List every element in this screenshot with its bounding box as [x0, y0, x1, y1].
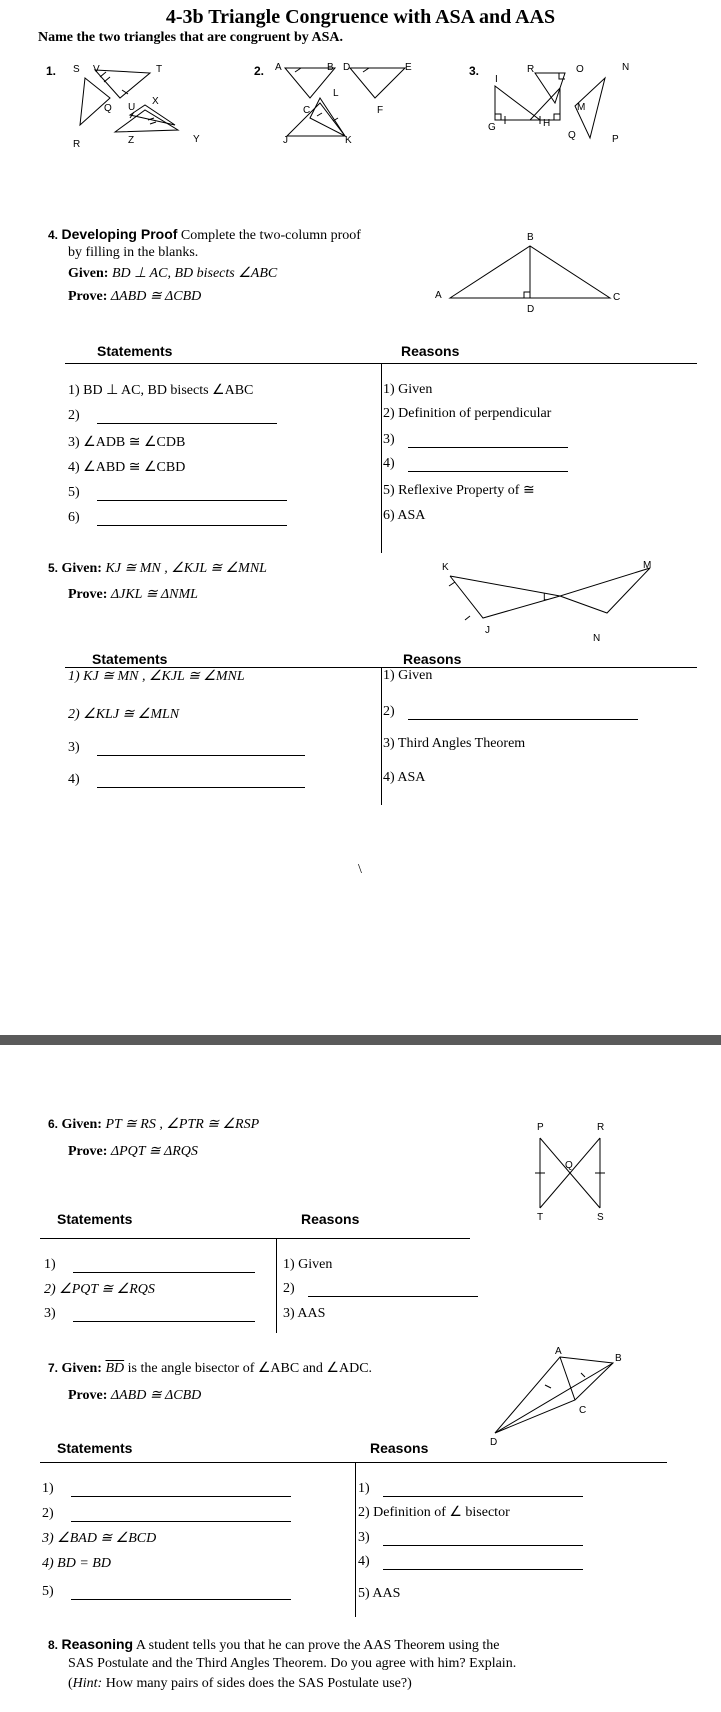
problem-4-prompt [48, 226, 388, 244]
p6-statement-3: 3) [44, 1306, 255, 1322]
problem-4-prove-text: ΔABD ≅ ΔCBD [110, 289, 202, 304]
fig3-label-O: O [576, 64, 584, 75]
fig1-label-S: S [73, 64, 80, 75]
p7-reason-5: 5) AAS [358, 1586, 401, 1601]
p6-reason-2: 2) [283, 1281, 478, 1297]
p4-statement-6-blank[interactable] [97, 511, 287, 526]
p5-statement-3: 3) [68, 740, 305, 756]
page-title: 4-3b Triangle Congruence with ASA and AAS [165, 6, 556, 28]
fig7-label-D: D [490, 1437, 498, 1445]
problem-4-prompt-b: by filling in the blanks. [68, 245, 199, 260]
p4-reason-4: 4) [383, 456, 568, 472]
fig1-label-U: U [128, 102, 136, 113]
fig2-label-B: B [327, 62, 334, 73]
fig2-label-K: K [345, 135, 352, 146]
p4-statement-2: 2) [68, 408, 277, 424]
problem-7-given-segment: $\overline{BD}$ [105, 1361, 125, 1376]
problem-7-table-divider [355, 1462, 356, 1617]
problem-4-statements-header: Statements [97, 343, 173, 359]
p6-statement-1-blank[interactable] [73, 1258, 255, 1273]
problem-6-table-rule [40, 1238, 470, 1239]
p5-reason-2: 2) [383, 704, 638, 720]
p7-statement-1-blank[interactable] [71, 1482, 291, 1497]
fig3-label-I: I [495, 74, 498, 85]
fig6-label-R: R [597, 1122, 605, 1133]
p4-statement-5: 5) [68, 485, 287, 501]
problem-6-given: 6. Given: PT ≅ RS , ∠PTR ≅ ∠RSP [48, 1117, 260, 1132]
fig2-label-J: J [283, 135, 288, 146]
fig5-label-N: N [593, 633, 601, 644]
problem-7-number: 7. [48, 1361, 59, 1375]
fig5-label-L: L [543, 592, 549, 603]
p6-reason-3: 3) AAS [283, 1306, 326, 1321]
fig7-label-A: A [555, 1346, 562, 1357]
fig2-label-F: F [377, 105, 384, 116]
figure-3-triangles [480, 58, 650, 153]
fig6-label-S: S [597, 1212, 604, 1223]
page-separator [0, 1035, 721, 1045]
fig4-label-D: D [527, 304, 535, 313]
p4-reason-1: 1) Given [383, 382, 433, 397]
p7-statement-2: 2) [42, 1506, 291, 1522]
p4-reason-3: 3) [383, 432, 568, 448]
figure-2-triangles [265, 58, 435, 153]
p7-statement-4: 4) BD = BD [42, 1556, 111, 1571]
problem-3-number: 3. [469, 64, 480, 78]
p7-reason-3: 3) [358, 1530, 583, 1546]
p7-statement-5-blank[interactable] [71, 1585, 291, 1600]
p5-statement-3-blank[interactable] [97, 741, 305, 756]
fig2-label-A: A [275, 62, 282, 73]
p7-reason-4: 4) [358, 1554, 583, 1570]
problem-5-number: 5. [48, 561, 59, 575]
p4-reason-4-blank[interactable] [408, 457, 568, 472]
fig7-label-B: B [615, 1353, 622, 1364]
fig1-label-Q: Q [104, 103, 112, 114]
problem-5-table-divider [381, 667, 382, 805]
problem-7-prove-text: ΔABD ≅ ΔCBD [110, 1388, 202, 1403]
problem-1-number: 1. [46, 64, 57, 78]
problem-7-given: 7. Given: $\overline{BD}$ is the angle bisector of ∠ABC and ∠ADC. [48, 1361, 373, 1376]
p6-reason-1: 1) Given [283, 1257, 333, 1272]
problem-5-statements-header: Statements [92, 651, 168, 667]
fig6-label-P: P [537, 1122, 544, 1133]
problem-5-given: 5. Given: KJ ≅ MN , ∠KJL ≅ ∠MNL [48, 561, 267, 576]
fig1-label-Y: Y [193, 134, 200, 145]
problem-5-reasons-header: Reasons [403, 651, 462, 667]
p5-reason-1: 1) Given [383, 668, 433, 683]
problem-7-statements-header: Statements [57, 1440, 133, 1456]
figure-6-triangles [525, 1118, 615, 1223]
fig7-label-C: C [579, 1405, 587, 1416]
p4-reason-2: 2) Definition of perpendicular [383, 406, 552, 421]
problem-4-heading: Developing Proof [61, 226, 178, 242]
fig3-label-R: R [527, 64, 535, 75]
problem-8-heading: Reasoning [61, 1636, 134, 1652]
problem-8-line-1: 8. Reasoning A student tells you that he can prove the AAS Theorem using the [48, 1636, 500, 1653]
p4-statement-1: 1) BD ⊥ AC, BD bisects ∠ABC [68, 383, 254, 398]
fig5-label-K: K [442, 562, 449, 573]
problem-4-prompt-a: Complete the two-column proof [177, 228, 361, 243]
problem-8-line-2: SAS Postulate and the Third Angles Theorem. Do you agree with him? Explain. [68, 1656, 517, 1671]
p6-reason-2-blank[interactable] [308, 1282, 478, 1297]
p6-statement-3-blank[interactable] [73, 1307, 255, 1322]
problem-8-line-3: (Hint: How many pairs of sides does the SAS Postulate use?) [68, 1676, 412, 1691]
problem-6-prove-text: ΔPQT ≅ ΔRQS [110, 1144, 198, 1159]
p7-statement-2-blank[interactable] [71, 1507, 291, 1522]
p7-reason-4-blank[interactable] [383, 1555, 583, 1570]
problem-8-number: 8. [48, 1638, 59, 1652]
fig6-label-T: T [537, 1212, 544, 1223]
fig4-label-A: A [435, 290, 442, 301]
p6-statement-1: 1) [44, 1257, 255, 1273]
problem-4-prove [68, 288, 201, 305]
problem-4-reasons-header: Reasons [401, 343, 460, 359]
p4-reason-6: 6) ASA [383, 508, 426, 523]
fig3-label-G: G [488, 122, 496, 133]
p4-reason-5: 5) Reflexive Property of ≅ [383, 483, 535, 498]
problem-4-given [68, 265, 277, 282]
p5-statement-4-blank[interactable] [97, 773, 305, 788]
p7-reason-3-blank[interactable] [383, 1531, 583, 1546]
fig1-label-Z: Z [128, 135, 135, 146]
fig2-label-D: D [343, 62, 351, 73]
problem-2-number: 2. [254, 64, 265, 78]
problem-7-given-text: is the angle bisector of ∠ABC and ∠ADC. [124, 1361, 373, 1376]
p4-statement-3: 3) ∠ADB ≅ ∠CDB [68, 435, 186, 450]
problem-5-given-text: KJ ≅ MN , ∠KJL ≅ ∠MNL [105, 561, 267, 576]
fig4-label-B: B [527, 232, 534, 243]
fig5-label-M: M [643, 560, 652, 571]
p4-statement-6: 6) [68, 510, 287, 526]
problem-5-prove: Prove: ΔJKL ≅ ΔNML [68, 587, 198, 602]
p5-statement-1: 1) KJ ≅ MN , ∠KJL ≅ ∠MNL [68, 669, 245, 684]
problem-6-number: 6. [48, 1117, 59, 1131]
fig3-label-P: P [612, 134, 619, 145]
fig2-label-E: E [405, 62, 412, 73]
fig3-label-H: H [543, 118, 551, 129]
p6-statement-2: 2) ∠PQT ≅ ∠RQS [44, 1282, 155, 1297]
fig5-label-J: J [485, 625, 490, 636]
fig2-label-L: L [333, 88, 339, 99]
problem-6-given-text: PT ≅ RS , ∠PTR ≅ ∠RSP [105, 1117, 260, 1132]
p4-statement-4: 4) ∠ABD ≅ ∠CBD [68, 460, 186, 475]
problem-5-prove-text: ΔJKL ≅ ΔNML [110, 587, 198, 602]
instruction: Name the two triangles that are congruent by ASA. [38, 30, 343, 45]
stray-mark: \ [358, 862, 362, 877]
fig1-label-V: V [93, 64, 100, 75]
p7-reason-1-blank[interactable] [383, 1482, 583, 1497]
p5-reason-2-blank[interactable] [408, 705, 638, 720]
fig2-label-C: C [303, 105, 311, 116]
fig1-label-T: T [156, 64, 163, 75]
fig3-label-Q: Q [568, 130, 576, 141]
p7-reason-1: 1) [358, 1481, 583, 1497]
problem-6-table-divider [276, 1238, 277, 1333]
p4-statement-5-blank[interactable] [97, 486, 287, 501]
p4-statement-2-blank[interactable] [97, 409, 277, 424]
fig1-label-X: X [152, 96, 159, 107]
prove-label: Prove: [68, 289, 108, 304]
problem-4-given-text: BD ⊥ AC, BD bisects ∠ABC [111, 266, 278, 281]
p7-statement-3: 3) ∠BAD ≅ ∠BCD [42, 1531, 157, 1546]
problem-7-reasons-header: Reasons [370, 1440, 429, 1456]
p5-statement-4: 4) [68, 772, 305, 788]
problem-4-number: 4. [48, 228, 59, 242]
problem-7-table-rule [40, 1462, 667, 1463]
figure-7-quadrilateral [485, 1345, 630, 1445]
p7-statement-5: 5) [42, 1584, 291, 1600]
p5-reason-4: 4) ASA [383, 770, 426, 785]
fig4-label-C: C [613, 292, 621, 303]
fig6-label-Q: Q [565, 1160, 573, 1171]
problem-6-statements-header: Statements [57, 1211, 133, 1227]
fig3-label-N: N [622, 62, 630, 73]
fig3-label-M: M [577, 102, 586, 113]
problem-7-prove: Prove: ΔABD ≅ ΔCBD [68, 1388, 202, 1403]
p5-reason-3: 3) Third Angles Theorem [383, 736, 526, 751]
problem-6-prove: Prove: ΔPQT ≅ ΔRQS [68, 1144, 198, 1159]
problem-4-table-divider [381, 363, 382, 553]
figure-4-triangle [430, 228, 640, 313]
p5-statement-2: 2) ∠KLJ ≅ ∠MLN [68, 707, 180, 722]
figure-1-triangles [60, 60, 230, 155]
problem-6-reasons-header: Reasons [301, 1211, 360, 1227]
fig1-label-R: R [73, 139, 81, 150]
figure-5-triangles [435, 558, 665, 648]
p7-statement-1: 1) [42, 1481, 291, 1497]
p4-reason-3-blank[interactable] [408, 433, 568, 448]
p7-reason-2: 2) Definition of ∠ bisector [358, 1505, 510, 1520]
given-label: Given: [68, 266, 109, 281]
